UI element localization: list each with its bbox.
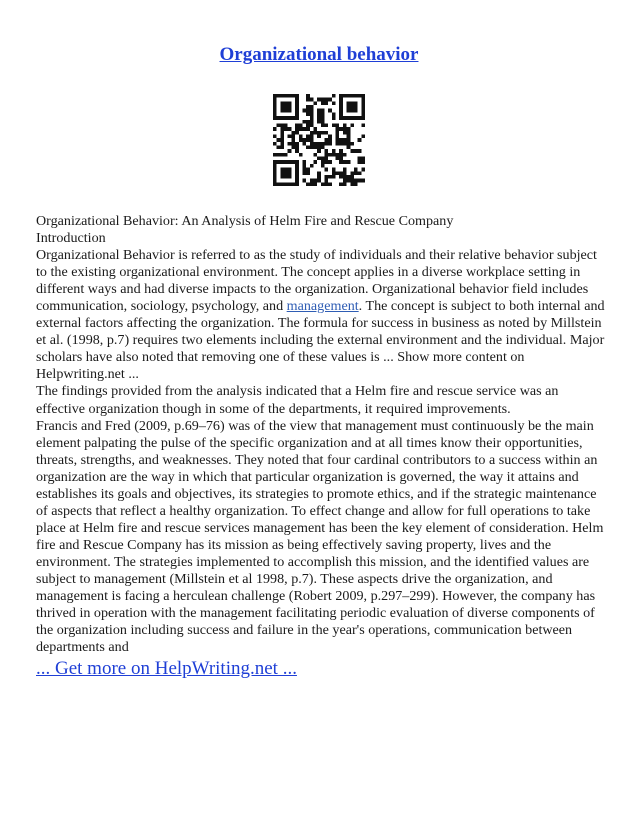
qr-code-icon bbox=[273, 94, 365, 186]
paragraph-intro bbox=[36, 247, 606, 383]
document-body bbox=[36, 213, 606, 656]
get-more-link[interactable]: ... Get more on HelpWriting.net ... bbox=[36, 658, 297, 679]
paragraph-management: Francis and Fred (2009, p.69–76) was of the view that management must continuously be the main element palpating the pulse of the specific organization and at all times know their opportunities, threats, strengths, and weaknesses. They noted that four cardinal contributors to a success within an organization are the way in which that particular organization is governed, the way it attains and establishes its goals and objectives, its strategies to promote ethics, and if the strategic maintenance of aspects that reflect a healthy organization. To effect change and allow for full operations to take place at Helm fire and rescue services management has been the key element of consideration. Helm fire and Rescue Company has its mission as being effectively saving property, lives and the environment. The strategies implemented to accomplish this mission, and the identified values are subject to management (Millstein et al 1998, p.7). These aspects drive the organization, and management is facing a herculean challenge (Robert 2009, p.297–299). However, the company has thrived in operation with the management facilitating periodic evaluation of diverse components of the organization including success and failure in the year's operations, communication between departments and bbox=[36, 417, 604, 656]
section-heading: Introduction bbox=[36, 230, 106, 247]
paragraph-intro-text-a: Organizational Behavior is referred to as the study of individuals and their relative behavior subject to the existing organizational environment. The concept applies in a diverse workplace setting in different ways and had diverse impacts to the organization. Organizational behavior field includes communication, sociology, psychology, and bbox=[36, 247, 597, 315]
page-title[interactable]: Organizational behavior bbox=[219, 44, 419, 65]
paragraph-findings: The findings provided from the analysis indicated that a Helm fire and rescue service was an effective organization though in some of the departments, it required improvements. bbox=[36, 383, 559, 417]
paragraph-intro-text-b: . The concept is subject to both internal and external factors affecting the organization. The formula for success in business as noted by Millstein et al. (1998, p.7) requires two elements including the external environment and the individual. Major scholars have also noted that removing one of these values is ... Show more content on Helpwriting.net ... bbox=[36, 298, 605, 383]
management-link[interactable]: management bbox=[286, 298, 359, 315]
document-subtitle: Organizational Behavior: An Analysis of Helm Fire and Rescue Company bbox=[36, 213, 454, 229]
